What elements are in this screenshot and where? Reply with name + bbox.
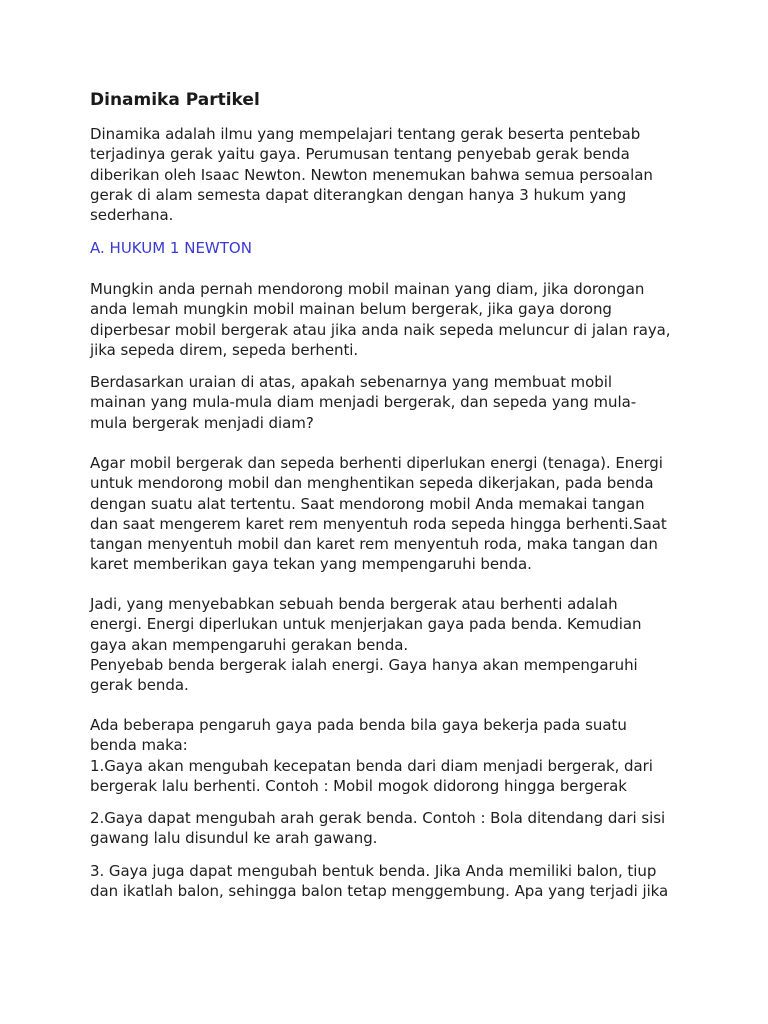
text-line: anda lemah mungkin mobil mainan belum bergerak, jika gaya dorong (90, 300, 612, 319)
text-line: mainan yang mula-mula diam menjadi bergerak, dan sepeda yang mula- (90, 393, 637, 412)
text-line: gerak benda. (90, 676, 189, 695)
text-line: sederhana. (90, 206, 174, 225)
paragraph-5 (90, 715, 690, 796)
text-line: dan ikatlah balon, sehingga balon tetap menggembung. Apa yang terjadi jika (90, 882, 669, 901)
text-line: Penyebab benda bergerak ialah energi. Gaya hanya akan mempengaruhi (90, 655, 638, 674)
text-line: Mungkin anda pernah mendorong mobil mainan yang diam, jika dorongan (90, 280, 645, 298)
text-line: benda maka: (90, 736, 188, 755)
paragraph-6 (90, 808, 690, 849)
text-line: Berdasarkan uraian di atas, apakah sebenarnya yang membuat mobil (90, 373, 612, 391)
text-line: 3. Gaya juga dapat mengubah bentuk benda. Jika Anda memiliki balon, tiup (90, 862, 657, 880)
paragraph-1 (90, 279, 690, 360)
text-line: gaya akan mempengaruhi gerakan benda. (90, 635, 409, 654)
intro-paragraph (90, 124, 690, 225)
text-line: 1.Gaya akan mengubah kecepatan benda dari diam menjadi bergerak, dari (90, 756, 653, 775)
text-line: dengan suatu alat tertentu. Saat mendorong mobil Anda memakai tangan (90, 494, 645, 513)
text-line: terjadinya gerak yaitu gaya. Perumusan tentang penyebab gerak benda (90, 145, 630, 164)
paragraph-3 (90, 453, 690, 575)
document-title: Dinamika Partikel (90, 90, 260, 110)
text-line: bergerak lalu berhenti. Contoh : Mobil mogok didorong hingga bergerak (90, 776, 627, 795)
text-line: jika sepeda direm, sepeda berhenti. (90, 340, 359, 359)
text-line: Ada beberapa pengaruh gaya pada benda bila gaya bekerja pada suatu (90, 716, 627, 734)
text-line: mula bergerak menjadi diam? (90, 413, 314, 432)
text-line: karet memberikan gaya tekan yang mempengaruhi benda. (90, 555, 532, 574)
section-heading-hukum-1: A. HUKUM 1 NEWTON (90, 239, 252, 257)
text-line: dan saat mengerem karet rem menyentuh roda sepeda hingga berhenti.Saat (90, 514, 667, 533)
text-line: gerak di alam semesta dapat diterangkan dengan hanya 3 hukum yang (90, 185, 627, 204)
text-line: Dinamika adalah ilmu yang mempelajari tentang gerak beserta pentebab (90, 125, 641, 143)
paragraph-4 (90, 594, 690, 695)
text-line: Jadi, yang menyebabkan sebuah benda bergerak atau berhenti adalah (90, 595, 618, 613)
text-line: tangan menyentuh mobil dan karet rem menyentuh roda, maka tangan dan (90, 535, 658, 554)
paragraph-2 (90, 372, 690, 433)
text-line: diberikan oleh Isaac Newton. Newton menemukan bahwa semua persoalan (90, 165, 653, 184)
text-line: Agar mobil bergerak dan sepeda berhenti diperlukan energi (tenaga). Energi (90, 454, 663, 472)
text-line: diperbesar mobil bergerak atau jika anda naik sepeda meluncur di jalan raya, (90, 320, 671, 339)
paragraph-7 (90, 861, 690, 902)
text-line: gawang lalu disundul ke arah gawang. (90, 829, 378, 848)
text-line: untuk mendorong mobil dan menghentikan sepeda dikerjakan, pada benda (90, 474, 654, 493)
text-line: energi. Energi diperlukan untuk menjerjakan gaya pada benda. Kemudian (90, 615, 642, 634)
text-line: 2.Gaya dapat mengubah arah gerak benda. Contoh : Bola ditendang dari sisi (90, 809, 666, 827)
